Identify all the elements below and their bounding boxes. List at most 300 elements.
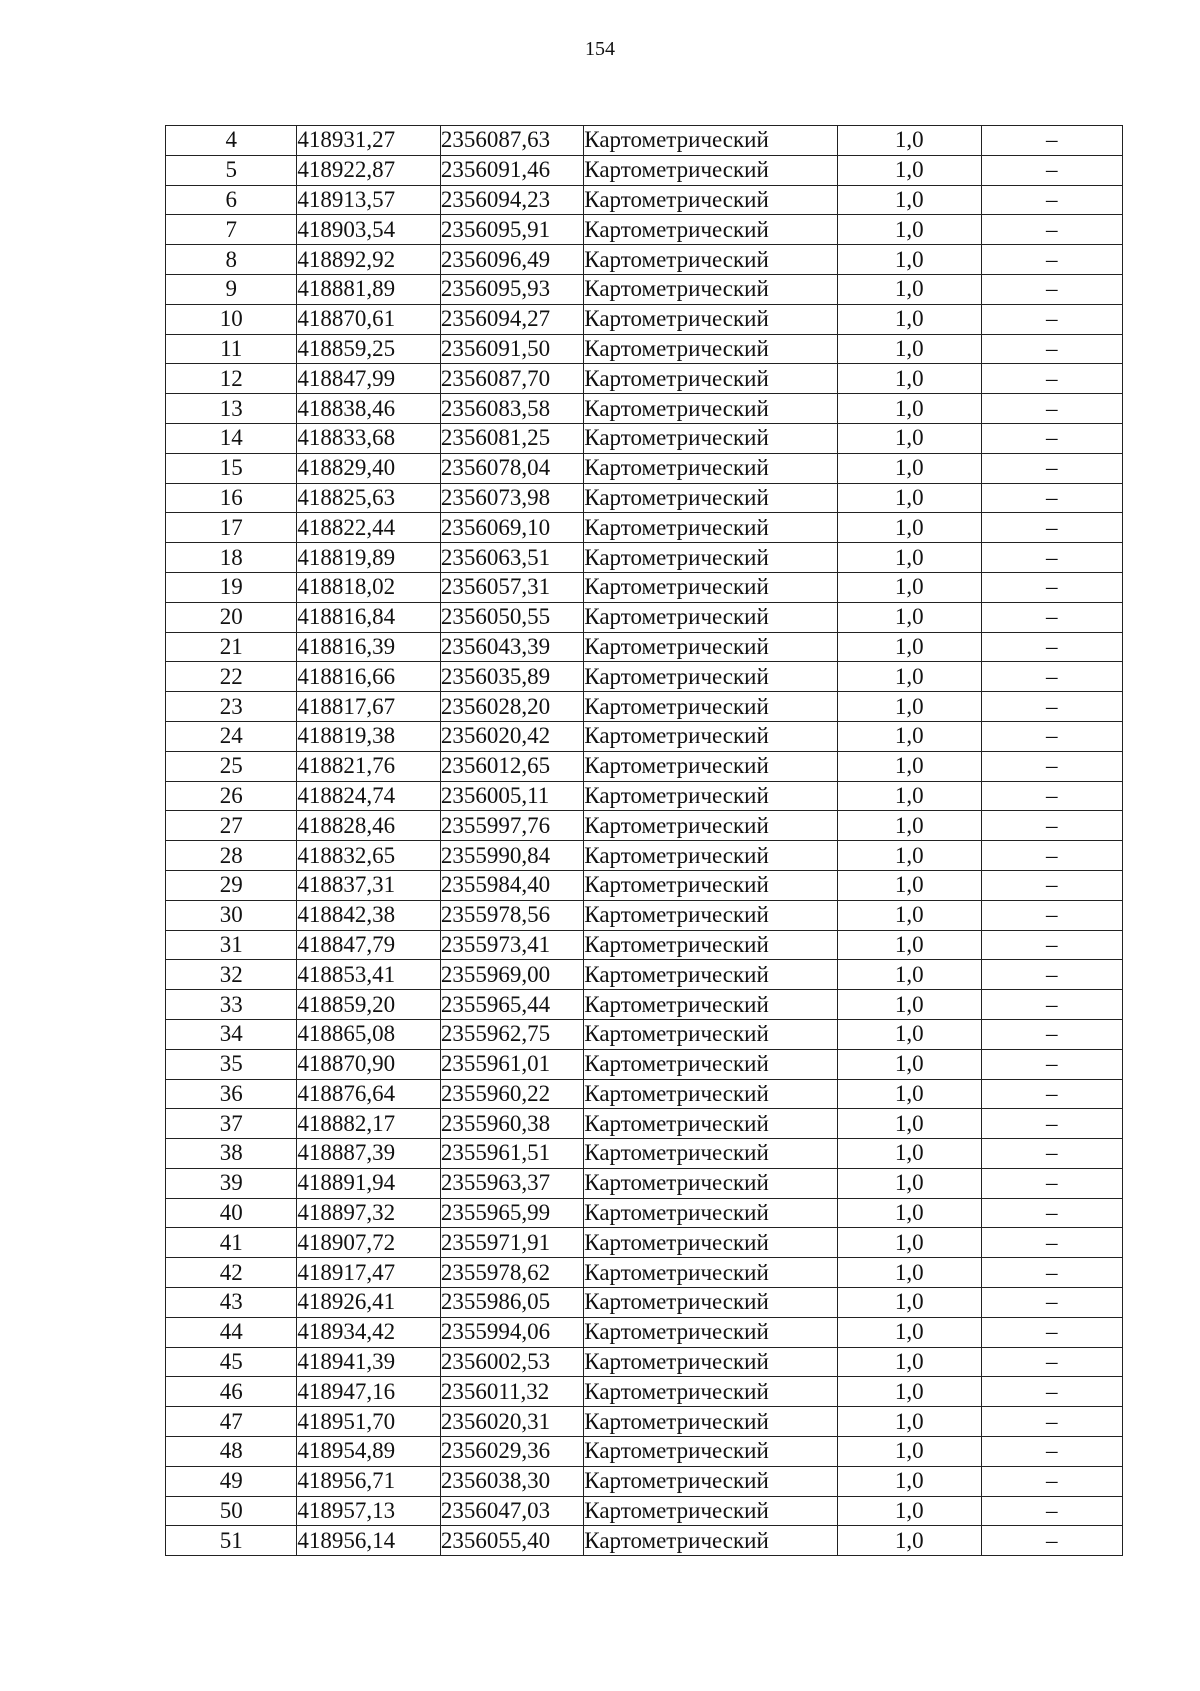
point-number-cell: 26 [166,781,297,811]
description-cell: – [981,215,1123,245]
table-row [166,662,1123,692]
method-cell: Картометрический [584,990,838,1020]
description-cell: – [981,155,1123,185]
accuracy-cell: 1,0 [838,960,981,990]
point-number-cell: 51 [166,1526,297,1556]
y-coordinate-cell: 2356083,58 [440,394,583,424]
x-coordinate-cell: 418954,89 [297,1437,440,1467]
method-cell: Картометрический [584,1317,838,1347]
point-number-cell: 16 [166,483,297,513]
method-cell: Картометрический [584,960,838,990]
accuracy-cell: 1,0 [838,334,981,364]
x-coordinate-cell: 418853,41 [297,960,440,990]
description-cell: – [981,721,1123,751]
table-row [166,1258,1123,1288]
y-coordinate-cell: 2356057,31 [440,572,583,602]
table-body [166,126,1123,1556]
point-number-cell: 13 [166,394,297,424]
accuracy-cell: 1,0 [838,1288,981,1318]
x-coordinate-cell: 418907,72 [297,1228,440,1258]
x-coordinate-cell: 418829,40 [297,453,440,483]
description-cell: – [981,1317,1123,1347]
table-row [166,513,1123,543]
description-cell: – [981,841,1123,871]
accuracy-cell: 1,0 [838,781,981,811]
table-row [166,423,1123,453]
x-coordinate-cell: 418903,54 [297,215,440,245]
x-coordinate-cell: 418922,87 [297,155,440,185]
accuracy-cell: 1,0 [838,543,981,573]
table-row [166,394,1123,424]
point-number-cell: 36 [166,1079,297,1109]
table-row [166,602,1123,632]
x-coordinate-cell: 418828,46 [297,811,440,841]
x-coordinate-cell: 418819,89 [297,543,440,573]
accuracy-cell: 1,0 [838,185,981,215]
description-cell: – [981,1347,1123,1377]
x-coordinate-cell: 418838,46 [297,394,440,424]
table-row [166,841,1123,871]
point-number-cell: 23 [166,692,297,722]
point-number-cell: 21 [166,632,297,662]
point-number-cell: 15 [166,453,297,483]
table-row [166,1437,1123,1467]
method-cell: Картометрический [584,811,838,841]
accuracy-cell: 1,0 [838,1079,981,1109]
description-cell: – [981,543,1123,573]
y-coordinate-cell: 2356035,89 [440,662,583,692]
point-number-cell: 12 [166,364,297,394]
point-number-cell: 43 [166,1288,297,1318]
description-cell: – [981,483,1123,513]
method-cell: Картометрический [584,1496,838,1526]
y-coordinate-cell: 2355984,40 [440,870,583,900]
x-coordinate-cell: 418881,89 [297,274,440,304]
method-cell: Картометрический [584,215,838,245]
description-cell: – [981,1258,1123,1288]
method-cell: Картометрический [584,1139,838,1169]
point-number-cell: 19 [166,572,297,602]
table-row [166,1317,1123,1347]
accuracy-cell: 1,0 [838,990,981,1020]
accuracy-cell: 1,0 [838,513,981,543]
method-cell: Картометрический [584,513,838,543]
description-cell: – [981,126,1123,156]
table-row [166,811,1123,841]
point-number-cell: 17 [166,513,297,543]
method-cell: Картометрический [584,1049,838,1079]
table-row [166,453,1123,483]
method-cell: Картометрический [584,1198,838,1228]
y-coordinate-cell: 2356091,50 [440,334,583,364]
point-number-cell: 6 [166,185,297,215]
accuracy-cell: 1,0 [838,1198,981,1228]
method-cell: Картометрический [584,870,838,900]
x-coordinate-cell: 418865,08 [297,1019,440,1049]
description-cell: – [981,781,1123,811]
accuracy-cell: 1,0 [838,841,981,871]
x-coordinate-cell: 418956,14 [297,1526,440,1556]
y-coordinate-cell: 2356063,51 [440,543,583,573]
y-coordinate-cell: 2356069,10 [440,513,583,543]
accuracy-cell: 1,0 [838,423,981,453]
method-cell: Картометрический [584,334,838,364]
accuracy-cell: 1,0 [838,126,981,156]
table-row [166,930,1123,960]
method-cell: Картометрический [584,1109,838,1139]
table-row [166,1019,1123,1049]
method-cell: Картометрический [584,1437,838,1467]
y-coordinate-cell: 2355990,84 [440,841,583,871]
y-coordinate-cell: 2355961,51 [440,1139,583,1169]
x-coordinate-cell: 418825,63 [297,483,440,513]
table-row [166,1288,1123,1318]
point-number-cell: 11 [166,334,297,364]
y-coordinate-cell: 2356020,42 [440,721,583,751]
y-coordinate-cell: 2355961,01 [440,1049,583,1079]
y-coordinate-cell: 2355963,37 [440,1168,583,1198]
description-cell: – [981,1049,1123,1079]
table-row [166,483,1123,513]
point-number-cell: 44 [166,1317,297,1347]
x-coordinate-cell: 418816,39 [297,632,440,662]
y-coordinate-cell: 2356028,20 [440,692,583,722]
method-cell: Картометрический [584,1407,838,1437]
description-cell: – [981,423,1123,453]
point-number-cell: 20 [166,602,297,632]
table-row [166,1168,1123,1198]
x-coordinate-cell: 418816,66 [297,662,440,692]
point-number-cell: 34 [166,1019,297,1049]
description-cell: – [981,1168,1123,1198]
y-coordinate-cell: 2355986,05 [440,1288,583,1318]
x-coordinate-cell: 418842,38 [297,900,440,930]
point-number-cell: 10 [166,304,297,334]
point-number-cell: 8 [166,245,297,275]
point-number-cell: 35 [166,1049,297,1079]
x-coordinate-cell: 418837,31 [297,870,440,900]
description-cell: – [981,364,1123,394]
method-cell: Картометрический [584,483,838,513]
x-coordinate-cell: 418917,47 [297,1258,440,1288]
accuracy-cell: 1,0 [838,632,981,662]
x-coordinate-cell: 418870,61 [297,304,440,334]
y-coordinate-cell: 2356078,04 [440,453,583,483]
x-coordinate-cell: 418832,65 [297,841,440,871]
accuracy-cell: 1,0 [838,1168,981,1198]
table-row [166,1109,1123,1139]
y-coordinate-cell: 2356050,55 [440,602,583,632]
description-cell: – [981,1109,1123,1139]
table-row [166,1526,1123,1556]
table-row [166,1079,1123,1109]
y-coordinate-cell: 2356087,63 [440,126,583,156]
y-coordinate-cell: 2356005,11 [440,781,583,811]
description-cell: – [981,811,1123,841]
point-number-cell: 40 [166,1198,297,1228]
y-coordinate-cell: 2355971,91 [440,1228,583,1258]
method-cell: Картометрический [584,1526,838,1556]
description-cell: – [981,870,1123,900]
x-coordinate-cell: 418913,57 [297,185,440,215]
table-row [166,1139,1123,1169]
description-cell: – [981,334,1123,364]
table-row [166,364,1123,394]
accuracy-cell: 1,0 [838,1109,981,1139]
accuracy-cell: 1,0 [838,930,981,960]
table-row [166,1049,1123,1079]
description-cell: – [981,513,1123,543]
x-coordinate-cell: 418876,64 [297,1079,440,1109]
y-coordinate-cell: 2356020,31 [440,1407,583,1437]
point-number-cell: 32 [166,960,297,990]
accuracy-cell: 1,0 [838,1466,981,1496]
x-coordinate-cell: 418882,17 [297,1109,440,1139]
description-cell: – [981,1019,1123,1049]
method-cell: Картометрический [584,1168,838,1198]
point-number-cell: 5 [166,155,297,185]
method-cell: Картометрический [584,1258,838,1288]
x-coordinate-cell: 418817,67 [297,692,440,722]
x-coordinate-cell: 418934,42 [297,1317,440,1347]
method-cell: Картометрический [584,900,838,930]
y-coordinate-cell: 2356091,46 [440,155,583,185]
point-number-cell: 45 [166,1347,297,1377]
x-coordinate-cell: 418847,79 [297,930,440,960]
table-row [166,751,1123,781]
description-cell: – [981,1466,1123,1496]
point-number-cell: 9 [166,274,297,304]
table-row [166,274,1123,304]
point-number-cell: 24 [166,721,297,751]
method-cell: Картометрический [584,1288,838,1318]
point-number-cell: 25 [166,751,297,781]
table-row [166,960,1123,990]
y-coordinate-cell: 2356038,30 [440,1466,583,1496]
accuracy-cell: 1,0 [838,274,981,304]
y-coordinate-cell: 2356002,53 [440,1347,583,1377]
point-number-cell: 29 [166,870,297,900]
accuracy-cell: 1,0 [838,1049,981,1079]
table-row [166,870,1123,900]
table-row [166,215,1123,245]
method-cell: Картометрический [584,453,838,483]
accuracy-cell: 1,0 [838,692,981,722]
table-row [166,334,1123,364]
accuracy-cell: 1,0 [838,751,981,781]
y-coordinate-cell: 2356043,39 [440,632,583,662]
table-row [166,721,1123,751]
table-row [166,990,1123,1020]
method-cell: Картометрический [584,692,838,722]
point-number-cell: 48 [166,1437,297,1467]
table-row [166,781,1123,811]
point-number-cell: 50 [166,1496,297,1526]
x-coordinate-cell: 418897,32 [297,1198,440,1228]
description-cell: – [981,602,1123,632]
method-cell: Картометрический [584,841,838,871]
method-cell: Картометрический [584,1347,838,1377]
method-cell: Картометрический [584,155,838,185]
accuracy-cell: 1,0 [838,900,981,930]
point-number-cell: 28 [166,841,297,871]
accuracy-cell: 1,0 [838,870,981,900]
x-coordinate-cell: 418816,84 [297,602,440,632]
y-coordinate-cell: 2356081,25 [440,423,583,453]
description-cell: – [981,1198,1123,1228]
table-row [166,1228,1123,1258]
x-coordinate-cell: 418824,74 [297,781,440,811]
y-coordinate-cell: 2355978,56 [440,900,583,930]
table-row [166,1198,1123,1228]
method-cell: Картометрический [584,1079,838,1109]
x-coordinate-cell: 418957,13 [297,1496,440,1526]
accuracy-cell: 1,0 [838,364,981,394]
accuracy-cell: 1,0 [838,1317,981,1347]
x-coordinate-cell: 418931,27 [297,126,440,156]
method-cell: Картометрический [584,304,838,334]
accuracy-cell: 1,0 [838,662,981,692]
accuracy-cell: 1,0 [838,1526,981,1556]
point-number-cell: 41 [166,1228,297,1258]
method-cell: Картометрический [584,781,838,811]
accuracy-cell: 1,0 [838,155,981,185]
accuracy-cell: 1,0 [838,304,981,334]
x-coordinate-cell: 418818,02 [297,572,440,602]
table-row [166,900,1123,930]
table-row [166,543,1123,573]
table-row [166,1496,1123,1526]
table-row [166,245,1123,275]
table-row [166,185,1123,215]
y-coordinate-cell: 2356055,40 [440,1526,583,1556]
accuracy-cell: 1,0 [838,721,981,751]
y-coordinate-cell: 2355994,06 [440,1317,583,1347]
x-coordinate-cell: 418951,70 [297,1407,440,1437]
y-coordinate-cell: 2356012,65 [440,751,583,781]
description-cell: – [981,990,1123,1020]
method-cell: Картометрический [584,423,838,453]
method-cell: Картометрический [584,632,838,662]
method-cell: Картометрический [584,572,838,602]
method-cell: Картометрический [584,721,838,751]
method-cell: Картометрический [584,394,838,424]
description-cell: – [981,1288,1123,1318]
point-number-cell: 7 [166,215,297,245]
description-cell: – [981,751,1123,781]
table-row [166,126,1123,156]
y-coordinate-cell: 2355962,75 [440,1019,583,1049]
description-cell: – [981,1377,1123,1407]
y-coordinate-cell: 2355978,62 [440,1258,583,1288]
method-cell: Картометрический [584,185,838,215]
description-cell: – [981,1139,1123,1169]
method-cell: Картометрический [584,1019,838,1049]
point-number-cell: 42 [166,1258,297,1288]
y-coordinate-cell: 2356096,49 [440,245,583,275]
y-coordinate-cell: 2355997,76 [440,811,583,841]
method-cell: Картометрический [584,662,838,692]
description-cell: – [981,1496,1123,1526]
description-cell: – [981,572,1123,602]
y-coordinate-cell: 2356095,93 [440,274,583,304]
method-cell: Картометрический [584,245,838,275]
x-coordinate-cell: 418891,94 [297,1168,440,1198]
description-cell: – [981,960,1123,990]
method-cell: Картометрический [584,1377,838,1407]
description-cell: – [981,1526,1123,1556]
x-coordinate-cell: 418859,20 [297,990,440,1020]
accuracy-cell: 1,0 [838,1019,981,1049]
accuracy-cell: 1,0 [838,245,981,275]
point-number-cell: 18 [166,543,297,573]
description-cell: – [981,1228,1123,1258]
x-coordinate-cell: 418892,92 [297,245,440,275]
description-cell: – [981,662,1123,692]
y-coordinate-cell: 2355973,41 [440,930,583,960]
table-row [166,692,1123,722]
description-cell: – [981,394,1123,424]
description-cell: – [981,245,1123,275]
point-number-cell: 49 [166,1466,297,1496]
method-cell: Картометрический [584,1466,838,1496]
accuracy-cell: 1,0 [838,1258,981,1288]
y-coordinate-cell: 2356029,36 [440,1437,583,1467]
method-cell: Картометрический [584,1228,838,1258]
y-coordinate-cell: 2356073,98 [440,483,583,513]
y-coordinate-cell: 2355960,22 [440,1079,583,1109]
y-coordinate-cell: 2355969,00 [440,960,583,990]
description-cell: – [981,185,1123,215]
description-cell: – [981,930,1123,960]
description-cell: – [981,632,1123,662]
x-coordinate-cell: 418821,76 [297,751,440,781]
accuracy-cell: 1,0 [838,811,981,841]
description-cell: – [981,274,1123,304]
accuracy-cell: 1,0 [838,1407,981,1437]
description-cell: – [981,304,1123,334]
table-row [166,632,1123,662]
point-number-cell: 38 [166,1139,297,1169]
table-row [166,1407,1123,1437]
point-number-cell: 33 [166,990,297,1020]
accuracy-cell: 1,0 [838,1228,981,1258]
point-number-cell: 4 [166,126,297,156]
x-coordinate-cell: 418926,41 [297,1288,440,1318]
x-coordinate-cell: 418870,90 [297,1049,440,1079]
accuracy-cell: 1,0 [838,1377,981,1407]
method-cell: Картометрический [584,364,838,394]
table-row [166,304,1123,334]
y-coordinate-cell: 2356094,23 [440,185,583,215]
x-coordinate-cell: 418947,16 [297,1377,440,1407]
y-coordinate-cell: 2356094,27 [440,304,583,334]
y-coordinate-cell: 2355960,38 [440,1109,583,1139]
accuracy-cell: 1,0 [838,453,981,483]
method-cell: Картометрический [584,751,838,781]
x-coordinate-cell: 418819,38 [297,721,440,751]
accuracy-cell: 1,0 [838,1437,981,1467]
accuracy-cell: 1,0 [838,483,981,513]
x-coordinate-cell: 418822,44 [297,513,440,543]
x-coordinate-cell: 418941,39 [297,1347,440,1377]
point-number-cell: 14 [166,423,297,453]
y-coordinate-cell: 2356011,32 [440,1377,583,1407]
method-cell: Картометрический [584,274,838,304]
x-coordinate-cell: 418887,39 [297,1139,440,1169]
y-coordinate-cell: 2355965,99 [440,1198,583,1228]
point-number-cell: 31 [166,930,297,960]
